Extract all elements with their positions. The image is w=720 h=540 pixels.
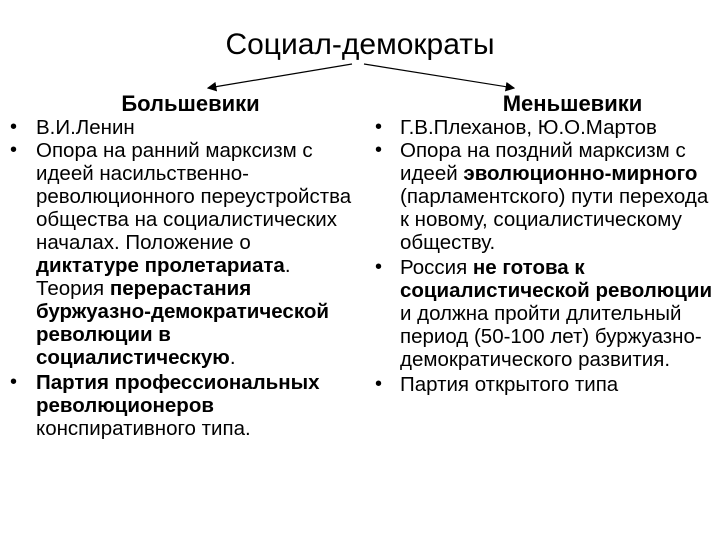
- mensheviks-item-leaders: • Г.В.Плеханов, Ю.О.Мартов: [370, 116, 715, 139]
- mensheviks-list: [370, 116, 715, 396]
- mensheviks-item-marxism: • Опора на поздний марксизм с идеей эволюционно-мирного (парламентского) пути перехода к новому, социалистическому обществу.: [370, 139, 715, 254]
- mensheviks-item-party: • Партия открытого типа: [370, 373, 715, 396]
- mensheviks-heading: Меньшевики: [502, 91, 643, 116]
- bolsheviks-heading: Большевики: [121, 91, 260, 116]
- mensheviks-column: [370, 92, 715, 396]
- arrow-to-mensheviks: [364, 64, 514, 88]
- diagram-title: Социал-демократы: [225, 28, 495, 61]
- bolsheviks-column: [8, 92, 353, 440]
- bolsheviks-list: [8, 116, 353, 440]
- arrow-to-bolsheviks: [208, 64, 352, 88]
- bolsheviks-item-leader: • В.И.Ленин: [8, 116, 353, 139]
- bolsheviks-item-party: • Партия профессиональных революционеров конспиративного типа.: [8, 371, 353, 440]
- mensheviks-item-russia: • Россия не готова к социалистической революции и должна пройти длительный период (50-100 лет) буржуазно-демократического развития.: [370, 256, 715, 371]
- bolsheviks-item-marxism: • Опора на ранний марксизм с идеей насильственно-революционного переустройства общества на социалистических началах. Положение о диктатуре пролетариата. Теория перерастания буржуазно-демократической революции в социалистическую.: [8, 139, 353, 369]
